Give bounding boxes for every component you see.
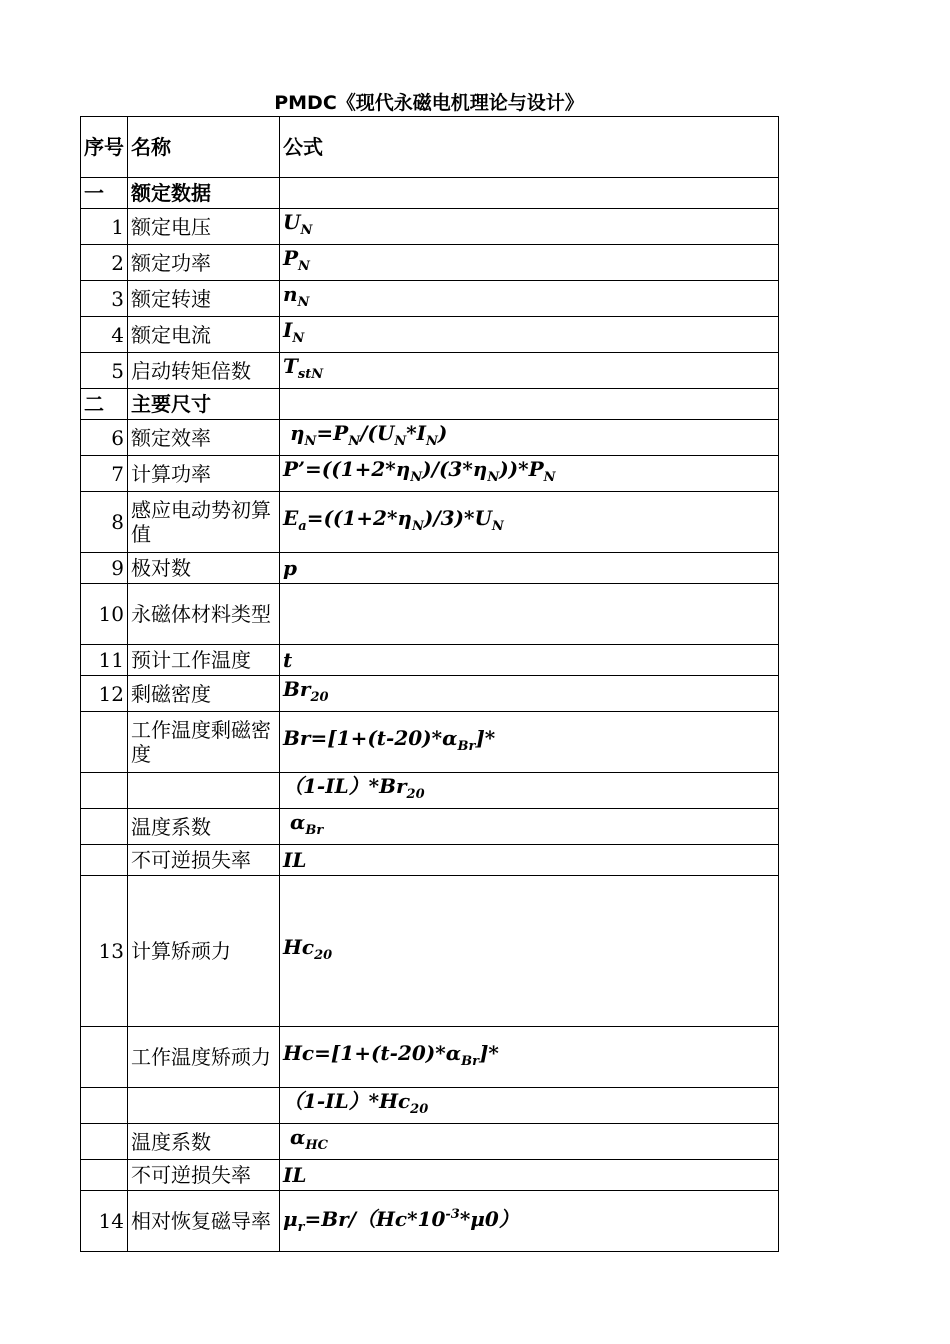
section-row: [81, 389, 779, 420]
formula-table: [80, 116, 779, 1252]
table-row: [81, 1027, 779, 1088]
table-row: [81, 420, 779, 456]
formula-subscript: N: [300, 223, 313, 238]
row-formula: [280, 1191, 779, 1252]
row-formula: [280, 712, 779, 773]
formula-subscript: 20: [310, 690, 329, 705]
row-formula: [280, 876, 779, 1027]
row-formula: [280, 209, 779, 245]
formula-subscript: N: [348, 434, 361, 449]
row-formula: IL: [280, 845, 779, 876]
formula-subscript: Br: [461, 1053, 479, 1069]
table-row: [81, 876, 779, 1027]
row-formula: p: [280, 553, 779, 584]
formula-text: E: [283, 505, 299, 530]
row-name: 启动转矩倍数: [128, 353, 280, 389]
row-no: 11: [81, 645, 128, 676]
table-row: [81, 317, 779, 353]
table-row: [81, 281, 779, 317]
formula-text: )/(3*η: [422, 457, 488, 481]
row-formula: [280, 178, 779, 209]
row-name: 相对恢复磁导率: [128, 1191, 280, 1252]
row-formula: [280, 492, 779, 553]
row-formula: [280, 1027, 779, 1088]
row-name: 额定电压: [128, 209, 280, 245]
row-name: [128, 773, 280, 809]
table-row: [81, 712, 779, 773]
formula-subscript: N: [426, 434, 438, 449]
formula-subscript: 20: [410, 1102, 429, 1117]
formula-subscript: N: [297, 295, 310, 310]
row-name: 预计工作温度: [128, 645, 280, 676]
formula-subscript: 20: [314, 947, 333, 963]
table-row: [81, 845, 779, 876]
table-row: [81, 456, 779, 492]
formula-text: （1-IL）*Br: [283, 774, 407, 798]
header-formula: 公式: [280, 117, 779, 178]
formula-text: α: [289, 1125, 306, 1149]
row-name: 额定数据: [128, 178, 280, 209]
formula-text: *μ0）: [459, 1206, 519, 1231]
row-no: 5: [81, 353, 128, 389]
row-name: 不可逆损失率: [128, 1160, 280, 1191]
table-row: [81, 773, 779, 809]
row-name: 额定电流: [128, 317, 280, 353]
formula-subscript: N: [410, 470, 423, 485]
row-name: 额定功率: [128, 245, 280, 281]
table-row: [81, 1088, 779, 1124]
formula-text: ): [437, 421, 448, 445]
formula-subscript: a: [298, 518, 307, 534]
table-row: [81, 676, 779, 712]
table-row: [81, 1124, 779, 1160]
formula-subscript: N: [304, 434, 317, 449]
row-no: 1: [81, 209, 128, 245]
formula-text: T: [283, 354, 298, 378]
formula-subscript: N: [394, 434, 407, 449]
row-formula: [280, 245, 779, 281]
formula-text: n: [283, 282, 298, 306]
row-name: 额定效率: [128, 420, 280, 456]
formula-text: U: [283, 210, 301, 234]
formula-text: Hc=[1+(t-20)*α: [283, 1040, 462, 1065]
formula-text: I: [283, 318, 293, 342]
row-formula: t: [280, 645, 779, 676]
row-name: 极对数: [128, 553, 280, 584]
formula-subscript: Br: [457, 738, 476, 754]
formula-text: *I: [406, 421, 427, 445]
row-name: 计算功率: [128, 456, 280, 492]
row-formula: [280, 317, 779, 353]
formula-subscript: N: [292, 331, 305, 346]
formula-text: )/3)*U: [423, 505, 492, 530]
table-row: [81, 809, 779, 845]
row-name: [128, 1088, 280, 1124]
table-row: [81, 209, 779, 245]
row-no: 6: [81, 420, 128, 456]
row-formula: [280, 1124, 779, 1160]
table-row: [81, 1160, 779, 1191]
row-no: 2: [81, 245, 128, 281]
formula-subscript: r: [297, 1219, 305, 1235]
formula-subscript: N: [487, 470, 500, 485]
row-no: [81, 1124, 128, 1160]
row-name: 工作温度矫顽力: [128, 1027, 280, 1088]
formula-subscript: N: [411, 518, 424, 534]
table-row: [81, 553, 779, 584]
row-no: [81, 1027, 128, 1088]
row-no: 7: [81, 456, 128, 492]
section-row: [81, 178, 779, 209]
row-name: 感应电动势初算值: [128, 492, 280, 553]
row-name: 剩磁密度: [128, 676, 280, 712]
formula-subscript: stN: [297, 367, 324, 382]
row-no: [81, 1088, 128, 1124]
table-row: [81, 245, 779, 281]
row-formula: [280, 676, 779, 712]
formula-text: μ: [283, 1206, 298, 1231]
row-no: 12: [81, 676, 128, 712]
formula-text: α: [289, 810, 306, 834]
formula-text: /(U: [360, 421, 395, 445]
row-formula: [280, 809, 779, 845]
row-no: 3: [81, 281, 128, 317]
row-formula: [280, 420, 779, 456]
table-row: [81, 353, 779, 389]
formula-subscript: Br: [305, 823, 324, 838]
formula-text: ))*P: [499, 457, 544, 481]
row-name: 永磁体材料类型: [128, 584, 280, 645]
row-no: 9: [81, 553, 128, 584]
row-formula: [280, 1088, 779, 1124]
formula-text: η: [289, 421, 305, 445]
formula-text: （1-IL）*Hc: [283, 1089, 411, 1113]
formula-subscript: N: [543, 470, 556, 485]
row-formula: [280, 389, 779, 420]
row-no: 一: [81, 178, 128, 209]
row-formula: [280, 773, 779, 809]
formula-text: Hc: [283, 934, 315, 959]
row-name: 工作温度剩磁密度: [128, 712, 280, 773]
row-formula: [280, 281, 779, 317]
formula-subscript: N: [491, 518, 504, 534]
page-title: PMDC《现代永磁电机理论与设计》: [274, 92, 584, 114]
formula-text: =P: [316, 421, 349, 445]
row-name: 温度系数: [128, 809, 280, 845]
formula-text: =((1+2*η: [306, 505, 412, 530]
row-no: 8: [81, 492, 128, 553]
row-name: 温度系数: [128, 1124, 280, 1160]
row-name: 额定转速: [128, 281, 280, 317]
table-row: [81, 1191, 779, 1252]
formula-subscript: 20: [406, 787, 425, 802]
formula-text: ]*: [478, 1040, 499, 1065]
table-row: [81, 645, 779, 676]
formula-text: ]*: [475, 725, 496, 750]
header-name: 名称: [128, 117, 280, 178]
formula-text: Br=[1+(t-20)*α: [283, 725, 458, 750]
row-no: [81, 712, 128, 773]
header-no: 序号: [81, 117, 128, 178]
formula-subscript: N: [298, 259, 310, 274]
table-header-row: [81, 117, 779, 178]
row-no: 二: [81, 389, 128, 420]
formula-text: Br: [283, 677, 311, 701]
formula-text: =Br/（Hc*10: [304, 1206, 446, 1231]
row-no: [81, 845, 128, 876]
row-no: 10: [81, 584, 128, 645]
row-no: [81, 809, 128, 845]
row-name: 不可逆损失率: [128, 845, 280, 876]
formula-superscript: -3: [445, 1206, 460, 1222]
row-formula: [280, 353, 779, 389]
row-no: [81, 1160, 128, 1191]
formula-text: P’=((1+2*η: [283, 457, 411, 481]
formula-subscript: HC: [305, 1138, 328, 1153]
table-row: [81, 584, 779, 645]
formula-text: P: [283, 246, 299, 270]
row-name: 主要尺寸: [128, 389, 280, 420]
row-no: 4: [81, 317, 128, 353]
row-formula: IL: [280, 1160, 779, 1191]
row-no: 13: [81, 876, 128, 1027]
row-formula: [280, 456, 779, 492]
table-row: [81, 492, 779, 553]
row-no: 14: [81, 1191, 128, 1252]
row-formula: [280, 584, 779, 645]
row-name: 计算矫顽力: [128, 876, 280, 1027]
row-no: [81, 773, 128, 809]
